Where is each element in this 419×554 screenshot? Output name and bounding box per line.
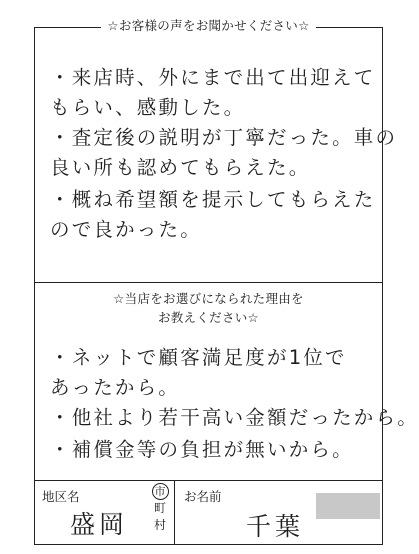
reason-line-1: ・ネットで顧客満足度が1位で — [50, 346, 347, 369]
town-marker: 町 — [153, 501, 166, 515]
section-divider — [34, 282, 383, 283]
area-label: 地区名 — [42, 489, 80, 504]
redaction-box — [316, 493, 380, 519]
comment-line-6: ので良かった。 — [50, 218, 202, 241]
reason-heading: ☆当店をお選びになられた理由を お教えください☆ — [113, 291, 304, 325]
comment-line-3: ・査定後の説明が丁寧だった。車の — [50, 126, 398, 149]
name-value: 千葉 — [246, 512, 305, 541]
footer-row — [34, 480, 383, 545]
feedback-heading: ☆お客様の声をお聞かせください☆ — [34, 16, 383, 35]
comment-line-4: 良い所も認めてもらえた。 — [50, 156, 311, 179]
reason-line-3: ・他社より若干高い金額だったから。 — [50, 406, 419, 429]
comment-line-2: もらい、感動した。 — [50, 96, 246, 119]
city-marker-circled: 市 — [152, 483, 169, 500]
area-value: 盛岡 — [70, 510, 129, 539]
comment-line-5: ・概ね希望額を提示してもらえた — [50, 188, 376, 211]
name-label: お名前 — [184, 489, 222, 504]
reason-line-4: ・補償金等の負担が無いから。 — [50, 438, 354, 461]
city-type-markers — [151, 483, 169, 534]
reason-line-2: あったから。 — [50, 376, 181, 399]
village-marker: 村 — [153, 518, 166, 532]
comment-line-1: ・来店時、外にまで出て出迎えて — [50, 66, 376, 89]
footer-divider — [174, 481, 175, 545]
